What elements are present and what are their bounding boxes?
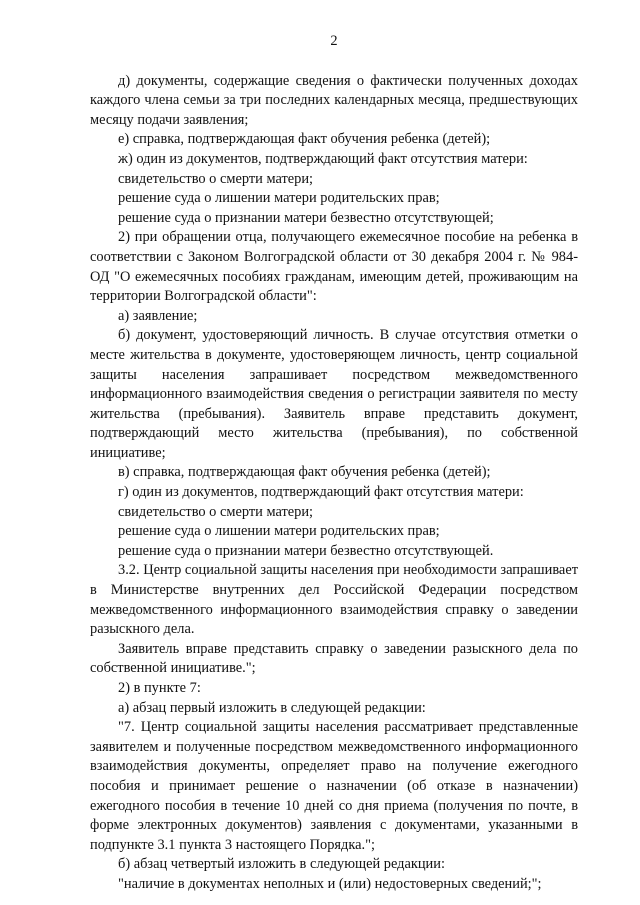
paragraph: 2) в пункте 7: bbox=[118, 680, 201, 696]
document-body bbox=[90, 72, 578, 895]
paragraph: Заявитель вправе представить справку о заведении разыскного дела по собственной инициативе."; bbox=[90, 640, 578, 677]
paragraph: 2) при обращении отца, получающего ежемесячное пособие на ребенка в соответствии с Законом Волгоградской области от 30 декабря 2004 г. № 984-ОД "О ежемесячных пособиях гражданам, имеющим детей, проживающим на территории Волгоградской области": bbox=[90, 229, 578, 305]
paragraph: решение суда о признании матери безвестно отсутствующей. bbox=[118, 542, 494, 559]
page-number: 2 bbox=[330, 33, 338, 49]
paragraph: в) справка, подтверждающая факт обучения ребенка (детей); bbox=[118, 464, 491, 481]
paragraph: а) абзац первый изложить в следующей редакции: bbox=[118, 699, 426, 716]
paragraph: б) абзац четвертый изложить в следующей редакции: bbox=[118, 856, 445, 873]
paragraph: свидетельство о смерти матери; bbox=[118, 503, 314, 520]
paragraph: "7. Центр социальной защиты населения рассматривает представленные заявителем и полученные посредством межведомственного информационного взаимодействия документы, определяет право на получение ежегодного пособия и принимает решение о назначении (об отказе в назначении) ежегодного пособия в течение 10 дней со дня приема (получения по почте, в форме электронных документов) заявления с документами, указанными в подпункте 3.1 пункта 3 настоящего Порядка."; bbox=[90, 719, 578, 853]
paragraph: б) документ, удостоверяющий личность. В случае отсутствия отметки о месте жительства в документе, удостоверяющем личность, центр социальной защиты населения запрашивает посредством межведомственного информационного взаимодействия сведения о регистрации заявителя по месту жительства (пребывания). Заявитель вправе представить документ, подтверждающий место жительства (пребывания), по собственной инициативе; bbox=[90, 327, 578, 461]
paragraph: решение суда о признании матери безвестно отсутствующей; bbox=[118, 209, 494, 226]
paragraph: а) заявление; bbox=[118, 307, 198, 324]
paragraph: е) справка, подтверждающая факт обучения ребенка (детей); bbox=[118, 131, 491, 148]
paragraph: решение суда о лишении матери родительских прав; bbox=[118, 190, 440, 207]
paragraph: г) один из документов, подтверждающий факт отсутствия матери: bbox=[118, 484, 524, 501]
paragraph: ж) один из документов, подтверждающий факт отсутствия матери: bbox=[118, 150, 528, 167]
paragraph: 3.2. Центр социальной защиты населения при необходимости запрашивает в Министерстве внутренних дел Российской Федерации посредством межведомственного информационного взаимодействия справку о заведении разыскного дела. bbox=[90, 562, 578, 638]
paragraph: свидетельство о смерти матери; bbox=[118, 170, 314, 187]
paragraph: "наличие в документах неполных и (или) недостоверных сведений;"; bbox=[118, 875, 542, 892]
paragraph: решение суда о лишении матери родительских прав; bbox=[118, 523, 440, 540]
paragraph: д) документы, содержащие сведения о фактически полученных доходах каждого члена семьи за три последних календарных месяца, предшествующих месяцу подачи заявления; bbox=[90, 72, 578, 128]
